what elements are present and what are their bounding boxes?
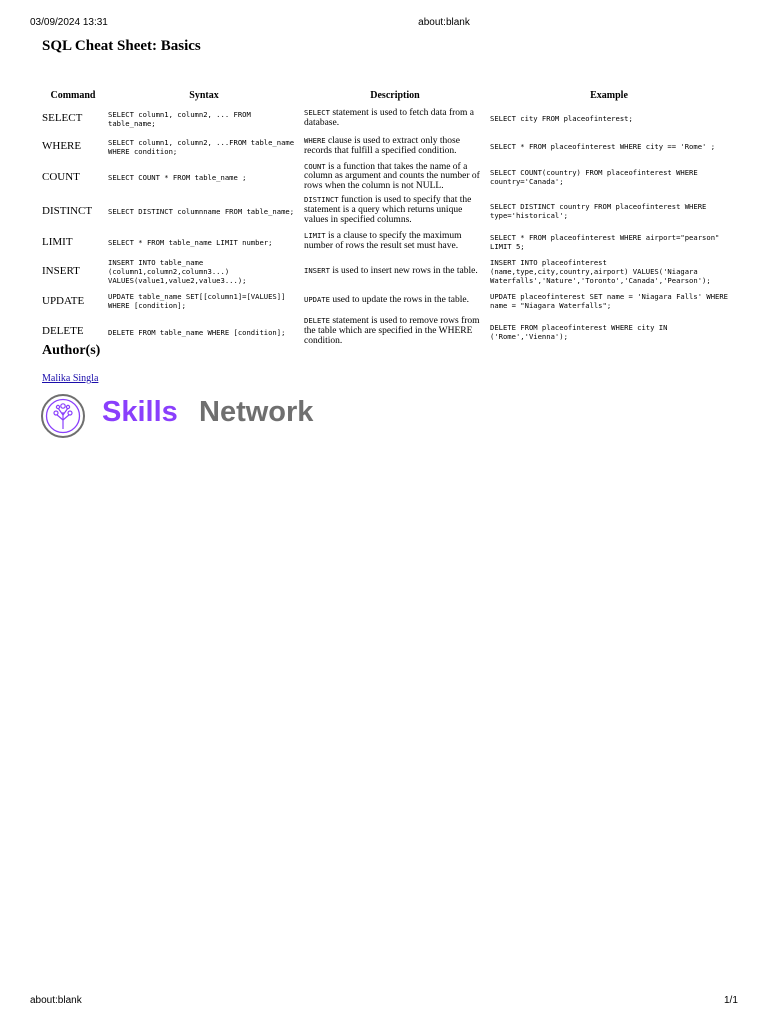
description-cell: [302, 256, 488, 287]
example-cell: SELECT city FROM placeofinterest;: [490, 114, 633, 123]
page-number: 1/1: [724, 995, 738, 1006]
table-row: [40, 287, 730, 315]
header-description: Description: [370, 90, 420, 101]
description-code: WHERE: [304, 135, 326, 145]
table-row: [40, 133, 730, 161]
description-code: DELETE: [304, 316, 330, 326]
print-url: about:blank: [418, 17, 470, 28]
footer-url: about:blank: [30, 995, 82, 1006]
skills-network-emblem-icon: [40, 393, 86, 439]
table-row: [40, 256, 730, 287]
description-cell: [302, 228, 488, 256]
print-header: [0, 17, 768, 31]
description-text: function is used to specify that the statement is a query which returns unique values in specified columns.: [304, 195, 472, 226]
example-cell: SELECT DISTINCT country FROM placeofinterest WHERE type='historical';: [490, 202, 707, 221]
description-cell: [302, 161, 488, 195]
cheat-sheet-table: [40, 88, 730, 349]
description-code: SELECT: [304, 107, 330, 117]
example-cell: UPDATE placeofinterest SET name = 'Niagara Falls' WHERE name = "Niagara Waterfalls";: [490, 292, 728, 311]
description-cell: [302, 315, 488, 349]
table-row: [40, 105, 730, 133]
example-cell: INSERT INTO placeofinterest (name,type,city,country,airport) VALUES('Niagara Waterfalls','Nature','Toronto','Canada','Pearson');: [490, 258, 711, 286]
print-footer: [0, 995, 768, 1009]
command-cell: WHERE: [42, 139, 82, 152]
command-cell: UPDATE: [42, 294, 85, 307]
description-code: LIMIT: [304, 231, 326, 241]
table-row: [40, 228, 730, 256]
description-text: is used to insert new rows in the table.: [329, 265, 478, 276]
authors-heading: Author(s): [42, 343, 101, 358]
syntax-cell: SELECT DISTINCT columnname FROM table_name;: [108, 206, 295, 216]
author-link[interactable]: Malika Singla: [42, 373, 99, 384]
description-cell: [302, 194, 488, 228]
logo-word-network: Network: [199, 396, 314, 428]
command-cell: LIMIT: [42, 235, 73, 248]
syntax-cell: SELECT COUNT * FROM table_name ;: [108, 172, 247, 182]
description-cell: [302, 287, 488, 315]
table-row: [40, 161, 730, 195]
command-cell: SELECT: [42, 111, 83, 124]
description-code: DISTINCT: [304, 195, 339, 205]
header-command: Command: [50, 90, 96, 101]
table-header-row: [40, 88, 730, 105]
table-row: [40, 315, 730, 349]
command-cell: DELETE: [42, 325, 84, 338]
syntax-cell: SELECT column1, column2, ...FROM table_name WHERE condition;: [108, 137, 295, 156]
page-title: SQL Cheat Sheet: Basics: [42, 38, 201, 54]
description-text: clause is used to extract only those records that fulfill a specified condition.: [304, 135, 460, 156]
header-syntax: Syntax: [189, 90, 219, 101]
description-text: statement is used to remove rows from the table which are specified in the WHERE condition.: [304, 316, 480, 347]
description-code: UPDATE: [304, 295, 330, 305]
description-code: INSERT: [304, 265, 330, 275]
syntax-cell: DELETE FROM table_name WHERE [condition];: [108, 327, 286, 337]
example-cell: SELECT * FROM placeofinterest WHERE airport="pearson" LIMIT 5;: [490, 233, 720, 252]
command-cell: INSERT: [42, 265, 80, 278]
logo-word-skills: Skills: [102, 396, 178, 428]
header-example: Example: [590, 90, 628, 101]
command-cell: DISTINCT: [42, 204, 93, 217]
syntax-cell: SELECT column1, column2, ... FROM table_name;: [108, 109, 251, 128]
example-cell: SELECT * FROM placeofinterest WHERE city == 'Rome' ;: [490, 142, 716, 151]
description-cell: [302, 105, 488, 133]
command-cell: COUNT: [42, 170, 80, 183]
syntax-cell: SELECT * FROM table_name LIMIT number;: [108, 237, 273, 247]
skills-network-logo: [40, 393, 340, 439]
syntax-cell: INSERT INTO table_name (column1,column2,column3...) VALUES(value1,value2,value3...);: [108, 258, 247, 286]
description-text: is a function that takes the name of a column as argument and counts the number of rows when the column is not NULL.: [304, 161, 480, 192]
description-cell: [302, 133, 488, 161]
example-cell: DELETE FROM placeofinterest WHERE city IN ('Rome','Vienna');: [490, 323, 668, 342]
example-cell: SELECT COUNT(country) FROM placeofinterest WHERE country='Canada';: [490, 168, 698, 187]
syntax-cell: UPDATE table_name SET[[column1]=[VALUES]] WHERE [condition];: [108, 292, 286, 311]
description-text: used to update the rows in the table.: [329, 295, 470, 306]
description-code: COUNT: [304, 161, 326, 171]
description-text: is a clause to specify the maximum number of rows the result set must have.: [304, 231, 462, 252]
table-row: [40, 194, 730, 228]
print-datetime: 03/09/2024 13:31: [30, 17, 108, 28]
description-text: statement is used to fetch data from a database.: [304, 107, 475, 128]
